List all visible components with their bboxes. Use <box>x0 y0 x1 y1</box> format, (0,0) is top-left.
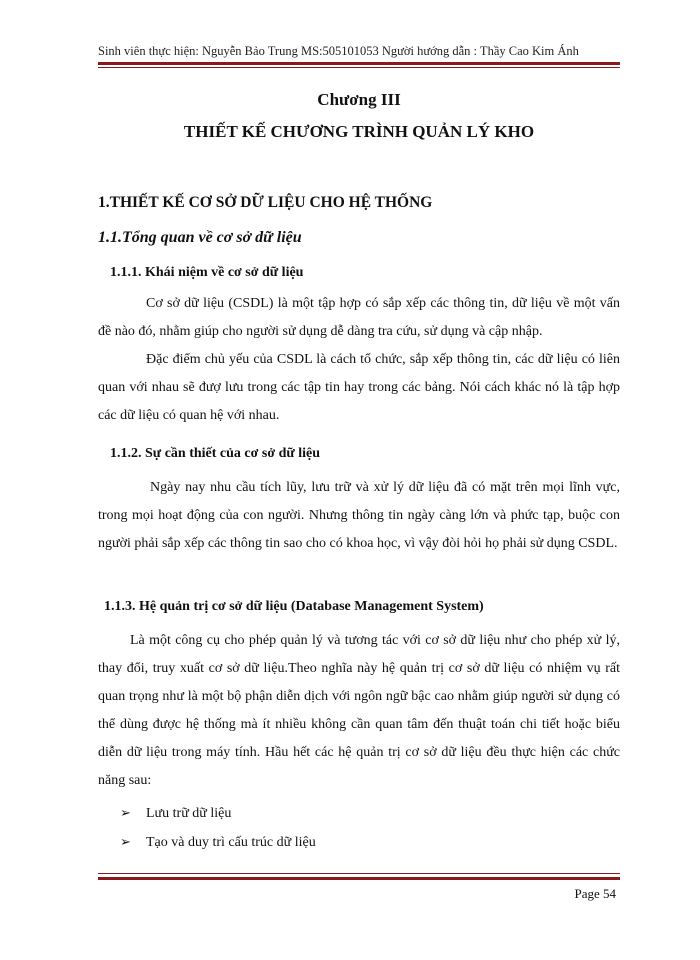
header-rule-thin <box>98 67 620 68</box>
page-number: Page 54 <box>574 886 616 901</box>
paragraph-csdl-features: Đặc điểm chủ yếu của CSDL là cách tổ chức, sắp xếp thông tin, các dữ liệu có liên quan với nhau sẽ đượ lưu trong các tập tin hay trong các bảng. Nói cách khác nó là tập hợp các dữ liệu có quan hệ với nhau. <box>98 352 620 423</box>
footer-rule-thick <box>98 877 620 880</box>
chapter-number: Chương III <box>317 90 401 109</box>
arrow-bullet-icon: ➢ <box>120 805 131 820</box>
arrow-bullet-icon: ➢ <box>120 834 131 849</box>
bullet-item <box>120 805 231 822</box>
footer-rule-thin <box>98 873 620 874</box>
bullet-item <box>120 834 316 851</box>
paragraph-csdl-definition: Cơ sở dữ liệu (CSDL) là một tập hợp có sắp xếp các thông tin, dữ liệu về một vấn đề nào đó, nhằm giúp cho người sử dụng dễ dàng tra cứu, sử dụng và cập nhập. <box>98 296 620 339</box>
header-rule-thick <box>98 62 620 65</box>
section-1-1-heading: 1.1.Tổng quan về cơ sở dữ liệu <box>98 229 302 246</box>
section-1-heading: 1.THIẾT KẾ CƠ SỞ DỮ LIỆU CHO HỆ THỐNG <box>98 194 433 211</box>
paragraph-dbms-definition: Là một công cụ cho phép quản lý và tương tác với cơ sở dữ liệu như cho phép xử lý, thay đổi, truy xuất cơ sở dữ liệu.Theo nghĩa này hệ quản trị cơ sở dữ liệu có nhiệm vụ rất quan trọng như là một bộ phận diễn dịch với ngôn ngữ bậc cao nhằm giúp người sử dụng có thể dùng được hệ thống mà ít nhiều không cần quan tâm đến thuật toán chi tiết hoặc biểu diễn dữ liệu trong máy tính. Hầu hết các hệ quản trị cơ sở dữ liệu đều thực hiện các chức năng sau: <box>98 633 620 788</box>
section-1-1-1-heading: 1.1.1. Khái niệm về cơ sở dữ liệu <box>110 265 304 280</box>
section-1-1-3-heading: 1.1.3. Hệ quản trị cơ sở dữ liệu (Database Management System) <box>104 599 484 614</box>
page-header: Sinh viên thực hiện: Nguyễn Bảo Trung MS:505101053 Người hướng dẫn : Thầy Cao Kim Ánh <box>98 44 579 58</box>
paragraph-csdl-necessity: Ngày nay nhu cầu tích lũy, lưu trữ và xử lý dữ liệu đã có mặt trên mọi lĩnh vực, trong mọi hoạt động của con người. Nhưng thông tin ngày càng lớn và phức tạp, buộc con người phải sắp xếp các thông tin sao cho có khoa học, vì vậy đòi hỏi họ phải sử dụng CSDL. <box>98 480 620 551</box>
bullet-text: Lưu trữ dữ liệu <box>146 806 232 821</box>
bullet-text: Tạo và duy trì cấu trúc dữ liệu <box>146 835 316 850</box>
chapter-title: THIẾT KẾ CHƯƠNG TRÌNH QUẢN LÝ KHO <box>183 122 535 141</box>
section-1-1-2-heading: 1.1.2. Sự cần thiết của cơ sở dữ liệu <box>110 446 321 461</box>
